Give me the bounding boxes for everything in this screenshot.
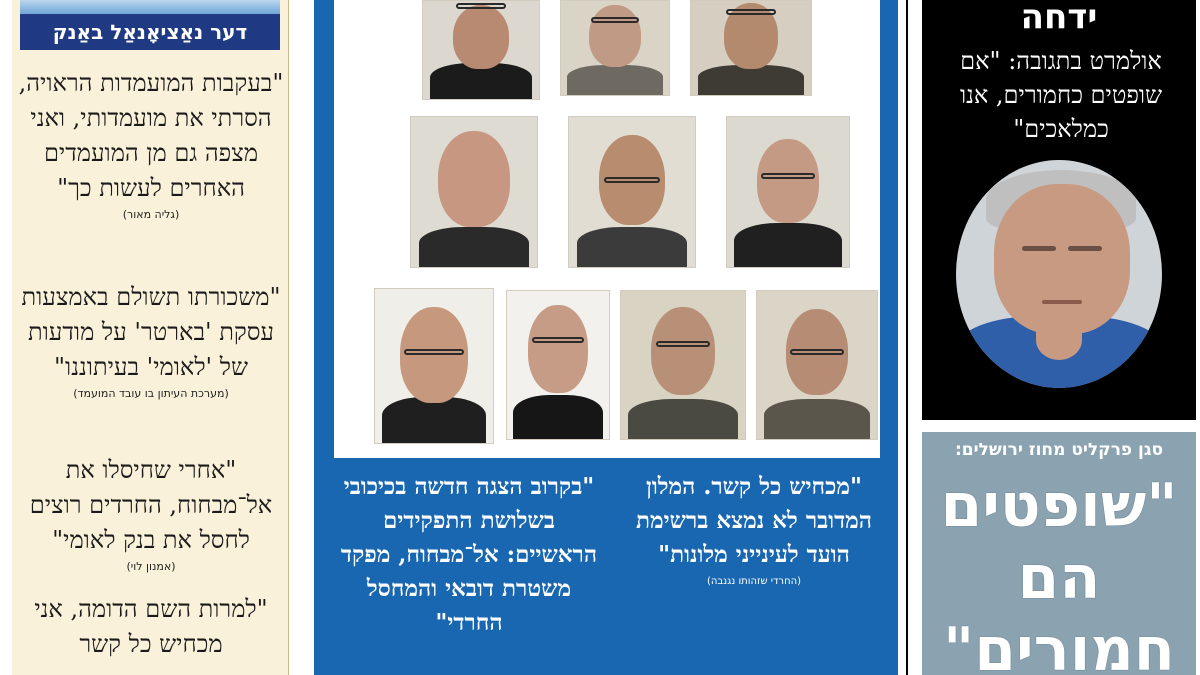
quote-text: "בעקבות המועמדות הראויה, הסרתי את מועמדותי, ואני מצפה גם מן המועמדים האחרים לעשות כך" (18, 69, 284, 202)
quote-text: "למרות השם הדומה, אני מכחיש כל קשר (34, 595, 268, 658)
left-quote-1 (16, 66, 286, 222)
passport-photo[interactable] (756, 290, 878, 440)
bank-ad-name: דער נאַציאָנאַל באַנק (20, 14, 280, 50)
left-column (0, 0, 300, 675)
quote-source: (אמנון לוי) (126, 560, 176, 573)
column-divider (906, 0, 908, 675)
passport-photo[interactable] (726, 116, 850, 268)
prosecutor-story[interactable] (922, 432, 1196, 675)
story-quote: אולמרט בתגובה: "אם שופטים כחמורים, אנו כמלאכים" (959, 47, 1163, 143)
quote-source: (מערכת העיתון בו עובד המועמד) (73, 387, 229, 400)
left-quote-2 (16, 280, 286, 401)
left-quote-4 (16, 592, 286, 662)
quote-text: "מכחיש כל קשר. המלון המדובר לא נמצא ברשימת הועד לעינייני מלונות" (635, 473, 873, 568)
quote-source: (גליה מאור) (122, 208, 180, 221)
passport-photo[interactable] (620, 290, 746, 440)
passport-photo[interactable] (422, 0, 540, 100)
quote-text: "בקרוב הצגה חדשה בכיכובי בשלושת התפקידים הראשיים: אל־מבחוח, מפקד משטרת דובאי והמחסל החרדי" (340, 473, 598, 636)
passport-photo[interactable] (374, 288, 494, 444)
portrait-photo (956, 160, 1162, 388)
quote-text: "אחרי שחיסלו את אל־מבחוח, החרדים רוצים לחסל את בנק לאומי" (29, 456, 273, 554)
quote-source: (החרדי שזהותו נגנבה) (706, 576, 802, 587)
story-kicker: סגן פרקליט מחוז ירושלים: (954, 440, 1164, 460)
center-quote-left (334, 470, 604, 640)
center-quote-right (614, 470, 894, 587)
right-column (906, 0, 1200, 675)
passport-photo[interactable] (410, 116, 538, 268)
column-divider (288, 0, 289, 675)
story-quote: "שופטים הם חמורים" (940, 471, 1178, 675)
olmert-story[interactable] (922, 0, 1196, 420)
passport-photo-grid (334, 0, 880, 458)
passport-photo[interactable] (690, 0, 812, 96)
quote-text: "משכורתו תשולם באמצעות עסקת 'בארטר' על מודעות של 'לאומי' בעיתוננו" (21, 283, 281, 381)
passport-photo[interactable] (560, 0, 670, 96)
story-kicker: ידחה (1020, 0, 1098, 37)
passport-photo[interactable] (506, 290, 610, 440)
bank-ad-gradient (20, 0, 280, 14)
left-quote-3 (16, 453, 286, 574)
center-column (314, 0, 898, 675)
passport-photo[interactable] (568, 116, 696, 268)
bank-advertisement[interactable] (20, 0, 280, 50)
